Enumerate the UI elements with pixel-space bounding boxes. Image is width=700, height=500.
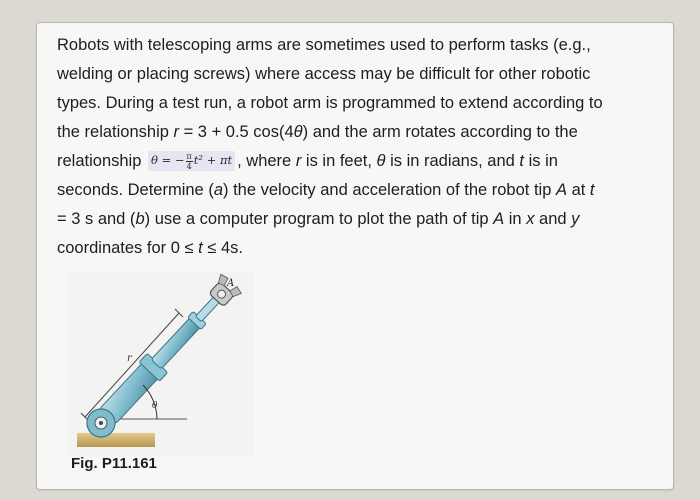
pi-over-4-fraction: $\frac{\pi}{4}$: [186, 151, 192, 171]
problem-card: [36, 22, 674, 490]
problem-line-1: Robots with telescoping arms are sometimes used to perform tasks (e.g.,: [57, 36, 591, 54]
problem-line-6: seconds. Determine (a) the velocity and acceleration of the robot tip A at t: [57, 181, 595, 199]
label-theta: θ: [152, 401, 158, 411]
pivot-center: [99, 421, 103, 425]
label-r: r: [127, 353, 132, 364]
problem-statement: [57, 31, 657, 263]
problem-line-3: types. During a test run, a robot arm is programmed to extend according to: [57, 94, 603, 112]
label-A: A: [227, 278, 235, 289]
problem-line-7: = 3 s and (b) use a computer program to plot the path of tip A in x and y: [57, 210, 580, 228]
ground-base: [77, 433, 155, 447]
middle-arm-segment: [150, 311, 207, 370]
robot-arm-drawing: [69, 271, 254, 457]
theta-formula: θ = − $\frac{\pi}{4}$ t² + πt: [148, 151, 235, 171]
problem-line-5: relationship θ = − $\frac{\pi}{4}$ t² + πt , where r is in feet, θ is in radians, and t is in: [57, 151, 558, 171]
robot-arm-figure: [69, 271, 254, 457]
problem-line-2: welding or placing screws) where access may be difficult for other robotic: [57, 65, 591, 83]
figure-caption: Fig. P11.161: [71, 455, 157, 472]
problem-line-8: coordinates for 0 ≤ t ≤ 4s.: [57, 239, 243, 257]
problem-line-4: the relationship r = 3 + 0.5 cos(4θ) and the arm rotates according to the: [57, 123, 578, 141]
